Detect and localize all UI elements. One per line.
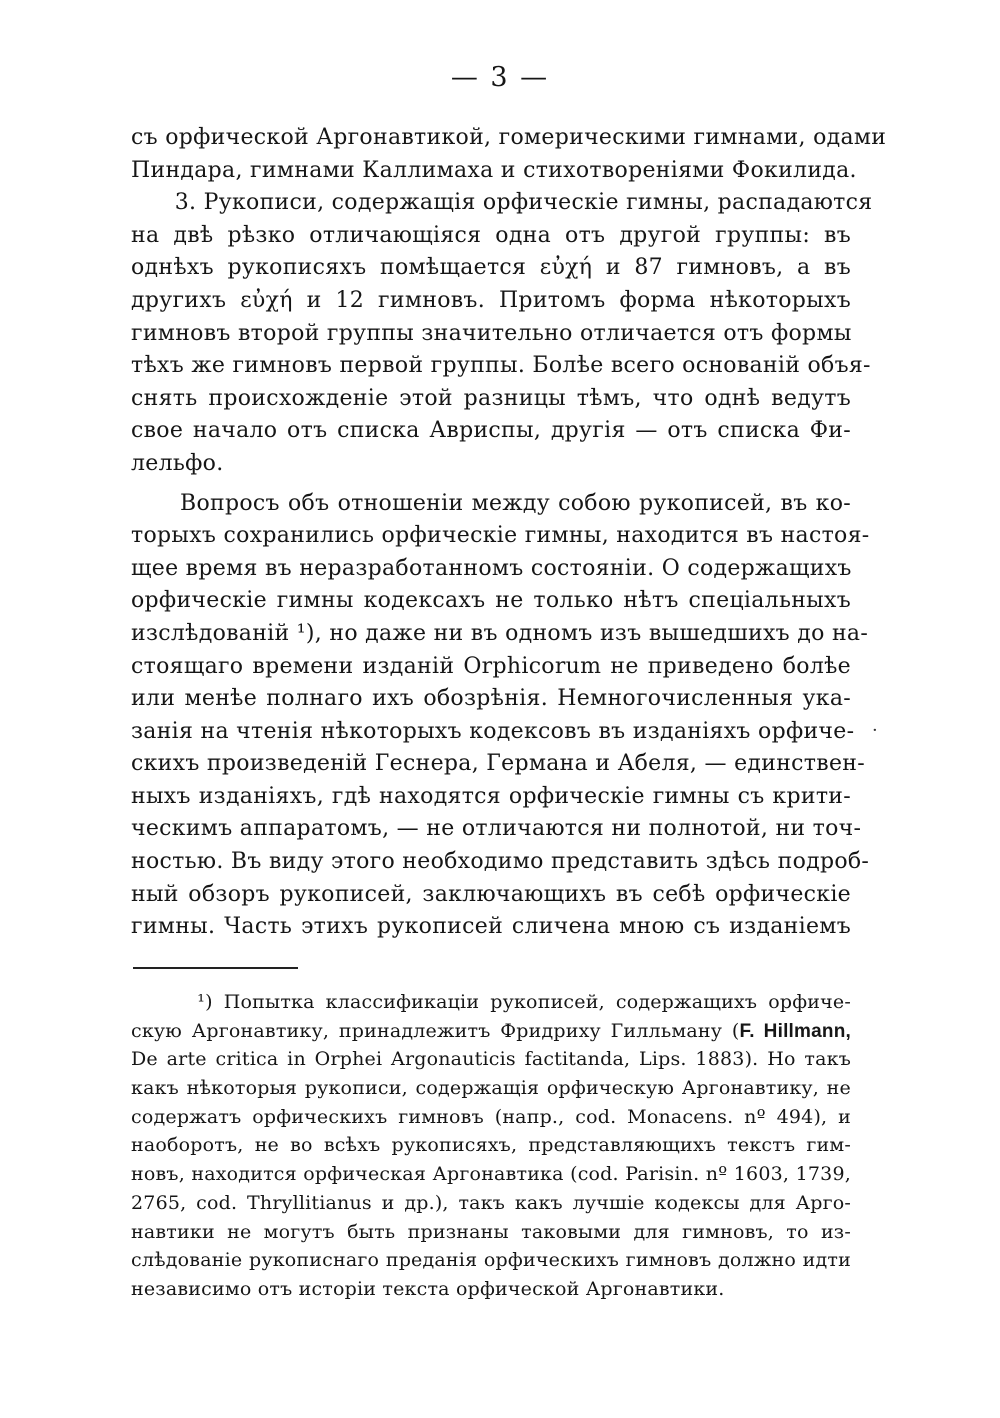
text-line: съ орфической Аргонавтикой, гомерическими гимнами, одами [131, 125, 887, 150]
main-text [131, 122, 887, 944]
text-line: или менѣе полнаго ихъ обозрѣнія. Немногочисленныя ука- [131, 686, 851, 712]
footnote-text: новъ, находится орфическая Аргонавтика (cod. Parisin. nº 1603, 1739, [131, 1163, 851, 1186]
footnote-line [131, 1218, 851, 1247]
footnote-line [131, 1131, 851, 1160]
footnote-text: De arte critica in Orphei Argonauticis factitanda, Lips. 1883). Но такъ [131, 1048, 851, 1071]
text-line: ческимъ аппаратомъ, — не отличаются ни полнотой, ни точ- [131, 816, 862, 842]
footnote-text: слѣдованіе рукописнаго преданія орфическихъ гимновъ должно идти [131, 1249, 851, 1272]
text-line: Вопросъ объ отношеніи между собою рукописей, въ ко- [131, 490, 851, 516]
text-line: орфическіе гимны кодексахъ не только нѣтъ спеціальныхъ [131, 588, 851, 614]
text-line: ныхъ изданіяхъ, гдѣ находятся орфическіе гимны съ крити- [131, 783, 851, 809]
text-line: торыхъ сохранились орфическіе гимны, находится въ настоя- [131, 523, 870, 549]
footnote-line [131, 1160, 851, 1189]
footnote-text: навтики не могутъ быть признаны таковыми для гимновъ, то из- [131, 1220, 851, 1243]
text-line: другихъ εὐχή и 12 гимновъ. Притомъ форма нѣкоторыхъ [131, 287, 851, 313]
footnote-text: скую Аргонавтику, принадлежитъ Фридриху Гилльману ( [131, 1019, 740, 1042]
footnote-text: содержатъ орфическихъ гимновъ (напр., cod. Monacens. nº 494), и [131, 1105, 851, 1128]
footnote-line [131, 1246, 851, 1275]
footnote-text: 2765, cod. Thryllitianus и др.), такъ какъ лучшіе кодексы для Арго- [131, 1191, 851, 1214]
footnote-line [131, 1017, 851, 1046]
text-line: ностью. Въ виду этого необходимо представить здѣсь подроб- [131, 849, 870, 875]
footnote-line [131, 1189, 851, 1218]
text-line: Пиндара, гимнами Каллимаха и стихотвореніями Фокилида. [131, 157, 857, 183]
author-name-bold: F. Hillmann, [739, 1020, 851, 1042]
text-line: тѣхъ же гимновъ первой группы. Болѣе всего основаній объя- [131, 353, 871, 379]
text-line: лельфо. [131, 450, 224, 476]
footnote-text: независимо отъ исторіи текста орфической Аргонавтики. [131, 1277, 725, 1300]
footnote-divider [133, 967, 298, 969]
text-line: свое начало отъ списка Авриспы, другія — отъ списка Фи- [131, 418, 851, 444]
text-line: однѣхъ рукописяхъ помѣщается εὐχή и 87 гимновъ, а въ [131, 255, 851, 281]
footnotes [131, 988, 851, 1304]
margin-speck: · [872, 720, 878, 741]
footnote-line [131, 1103, 851, 1132]
footnote-line [131, 988, 851, 1017]
text-line: на двѣ рѣзко отличающіяся одна отъ другой группы: въ [131, 222, 851, 248]
text-line: изслѣдованій ¹), но даже ни въ одномъ изъ вышедшихъ до на- [131, 620, 869, 646]
text-line: скихъ произведеній Геснера, Германа и Абеля, — единствен- [131, 751, 865, 777]
footnote-line [131, 1275, 851, 1304]
footnote-text: ¹) Попытка классификаціи рукописей, содержащихъ орфиче- [131, 991, 851, 1013]
text-line: занія на чтенія нѣкоторыхъ кодексовъ въ изданіяхъ орфиче- [131, 718, 855, 744]
text-line: снять происхожденіе этой разницы тѣмъ, что однѣ ведутъ [131, 385, 851, 411]
text-line: ный обзоръ рукописей, заключающихъ въ себѣ орфическіе [131, 881, 851, 907]
footnote-line [131, 1045, 851, 1074]
footnote-line [131, 1074, 851, 1103]
text-line: стоящаго времени изданій Orphicorum не приведено болѣе [131, 653, 851, 679]
text-line: гимновъ второй группы значительно отличается отъ формы [131, 320, 852, 346]
text-line: щее время въ неразработанномъ состояніи. О содержащихъ [131, 555, 852, 581]
footnote-text: наоборотъ, не во всѣхъ рукописяхъ, представляющихъ текстъ гим- [131, 1134, 851, 1157]
text-line: гимны. Часть этихъ рукописей сличена мною съ изданіемъ [131, 914, 851, 940]
text-line: 3. Рукописи, содержащія орфическіе гимны, распадаются [131, 190, 873, 216]
page-number: — 3 — [450, 62, 550, 93]
footnote-text: какъ нѣкоторыя рукописи, содержащія орфическую Аргонавтику, не [131, 1077, 851, 1100]
